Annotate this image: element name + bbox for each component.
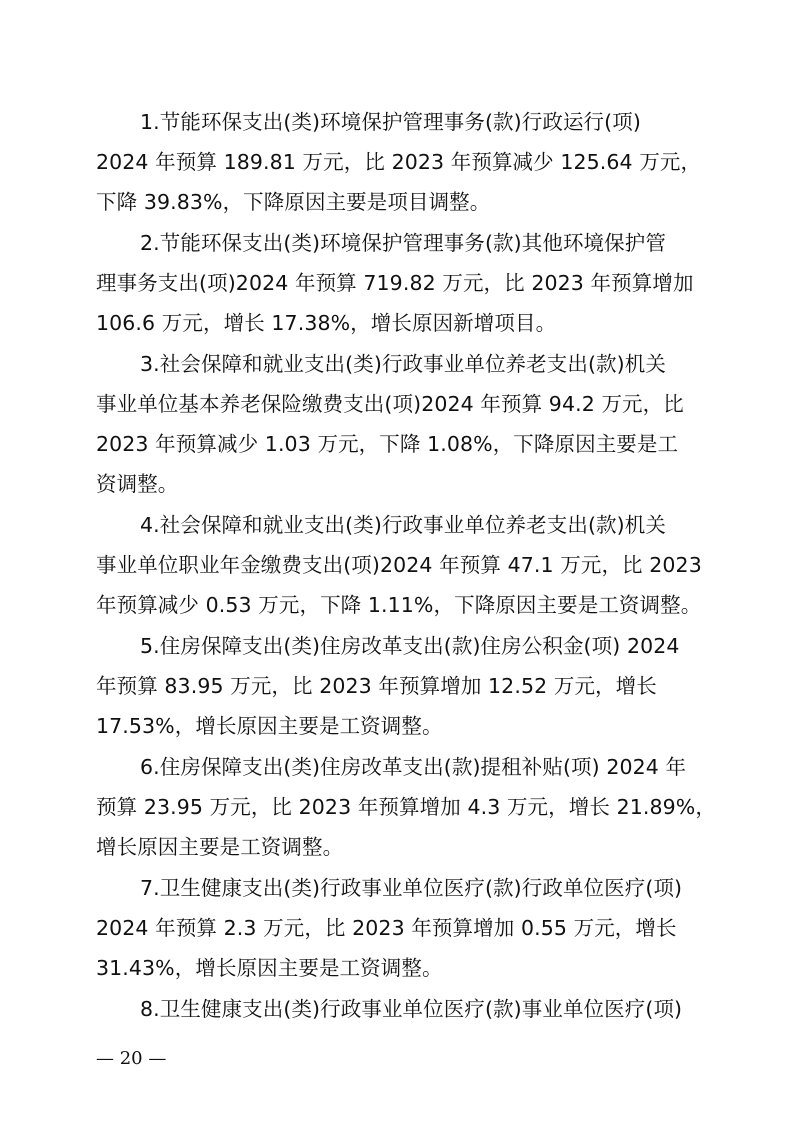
text-line: 2024 年预算 2.3 万元，比 2023 年预算增加 0.55 万元，增长 (96, 916, 677, 940)
text-line: 2024 年预算 189.81 万元，比 2023 年预算减少 125.64 万元， (96, 150, 702, 174)
text-line: 1.节能环保支出(类)环境保护管理事务(款)行政运行(项) (140, 110, 641, 134)
text-line: 5.住房保障支出(类)住房改革支出(款)住房公积金(项) 2024 (140, 634, 680, 658)
text-line: 8.卫生健康支出(类)行政事业单位医疗(款)事业单位医疗(项) (140, 997, 683, 1021)
text-line: 资调整。 (96, 472, 179, 496)
text-line: 3.社会保障和就业支出(类)行政事业单位养老支出(款)机关 (140, 352, 666, 376)
text-line: 4.社会保障和就业支出(类)行政事业单位养老支出(款)机关 (140, 513, 666, 537)
text-line: 7.卫生健康支出(类)行政事业单位医疗(款)行政单位医疗(项) (140, 876, 683, 900)
text-line: 2023 年预算减少 1.03 万元，下降 1.08%，下降原因主要是工 (96, 432, 679, 456)
text-line: 17.53%，增长原因主要是工资调整。 (96, 714, 443, 738)
text-line: 事业单位基本养老保险缴费支出(项)2024 年预算 94.2 万元，比 (96, 392, 684, 416)
text-line: 6.住房保障支出(类)住房改革支出(款)提租补贴(项) 2024 年 (140, 755, 687, 779)
text-line: 下降 39.83%，下降原因主要是项目调整。 (96, 190, 491, 214)
text-line: 理事务支出(项)2024 年预算 719.82 万元，比 2023 年预算增加 (96, 271, 694, 295)
text-line: 预算 23.95 万元，比 2023 年预算增加 4.3 万元，增长 21.89%， (96, 795, 716, 819)
text-line: 年预算 83.95 万元，比 2023 年预算增加 12.52 万元，增长 (96, 674, 657, 698)
text-line: 31.43%，增长原因主要是工资调整。 (96, 956, 443, 980)
text-line: 2.节能环保支出(类)环境保护管理事务(款)其他环境保护管 (140, 231, 666, 255)
page-number: — 20 — (96, 1048, 167, 1069)
text-line: 增长原因主要是工资调整。 (96, 835, 344, 859)
text-line: 事业单位职业年金缴费支出(项)2024 年预算 47.1 万元，比 2023 (96, 553, 702, 577)
text-line: 106.6 万元，增长 17.38%，增长原因新增项目。 (96, 311, 557, 335)
text-line: 年预算减少 0.53 万元，下降 1.11%，下降原因主要是工资调整。 (96, 593, 702, 617)
